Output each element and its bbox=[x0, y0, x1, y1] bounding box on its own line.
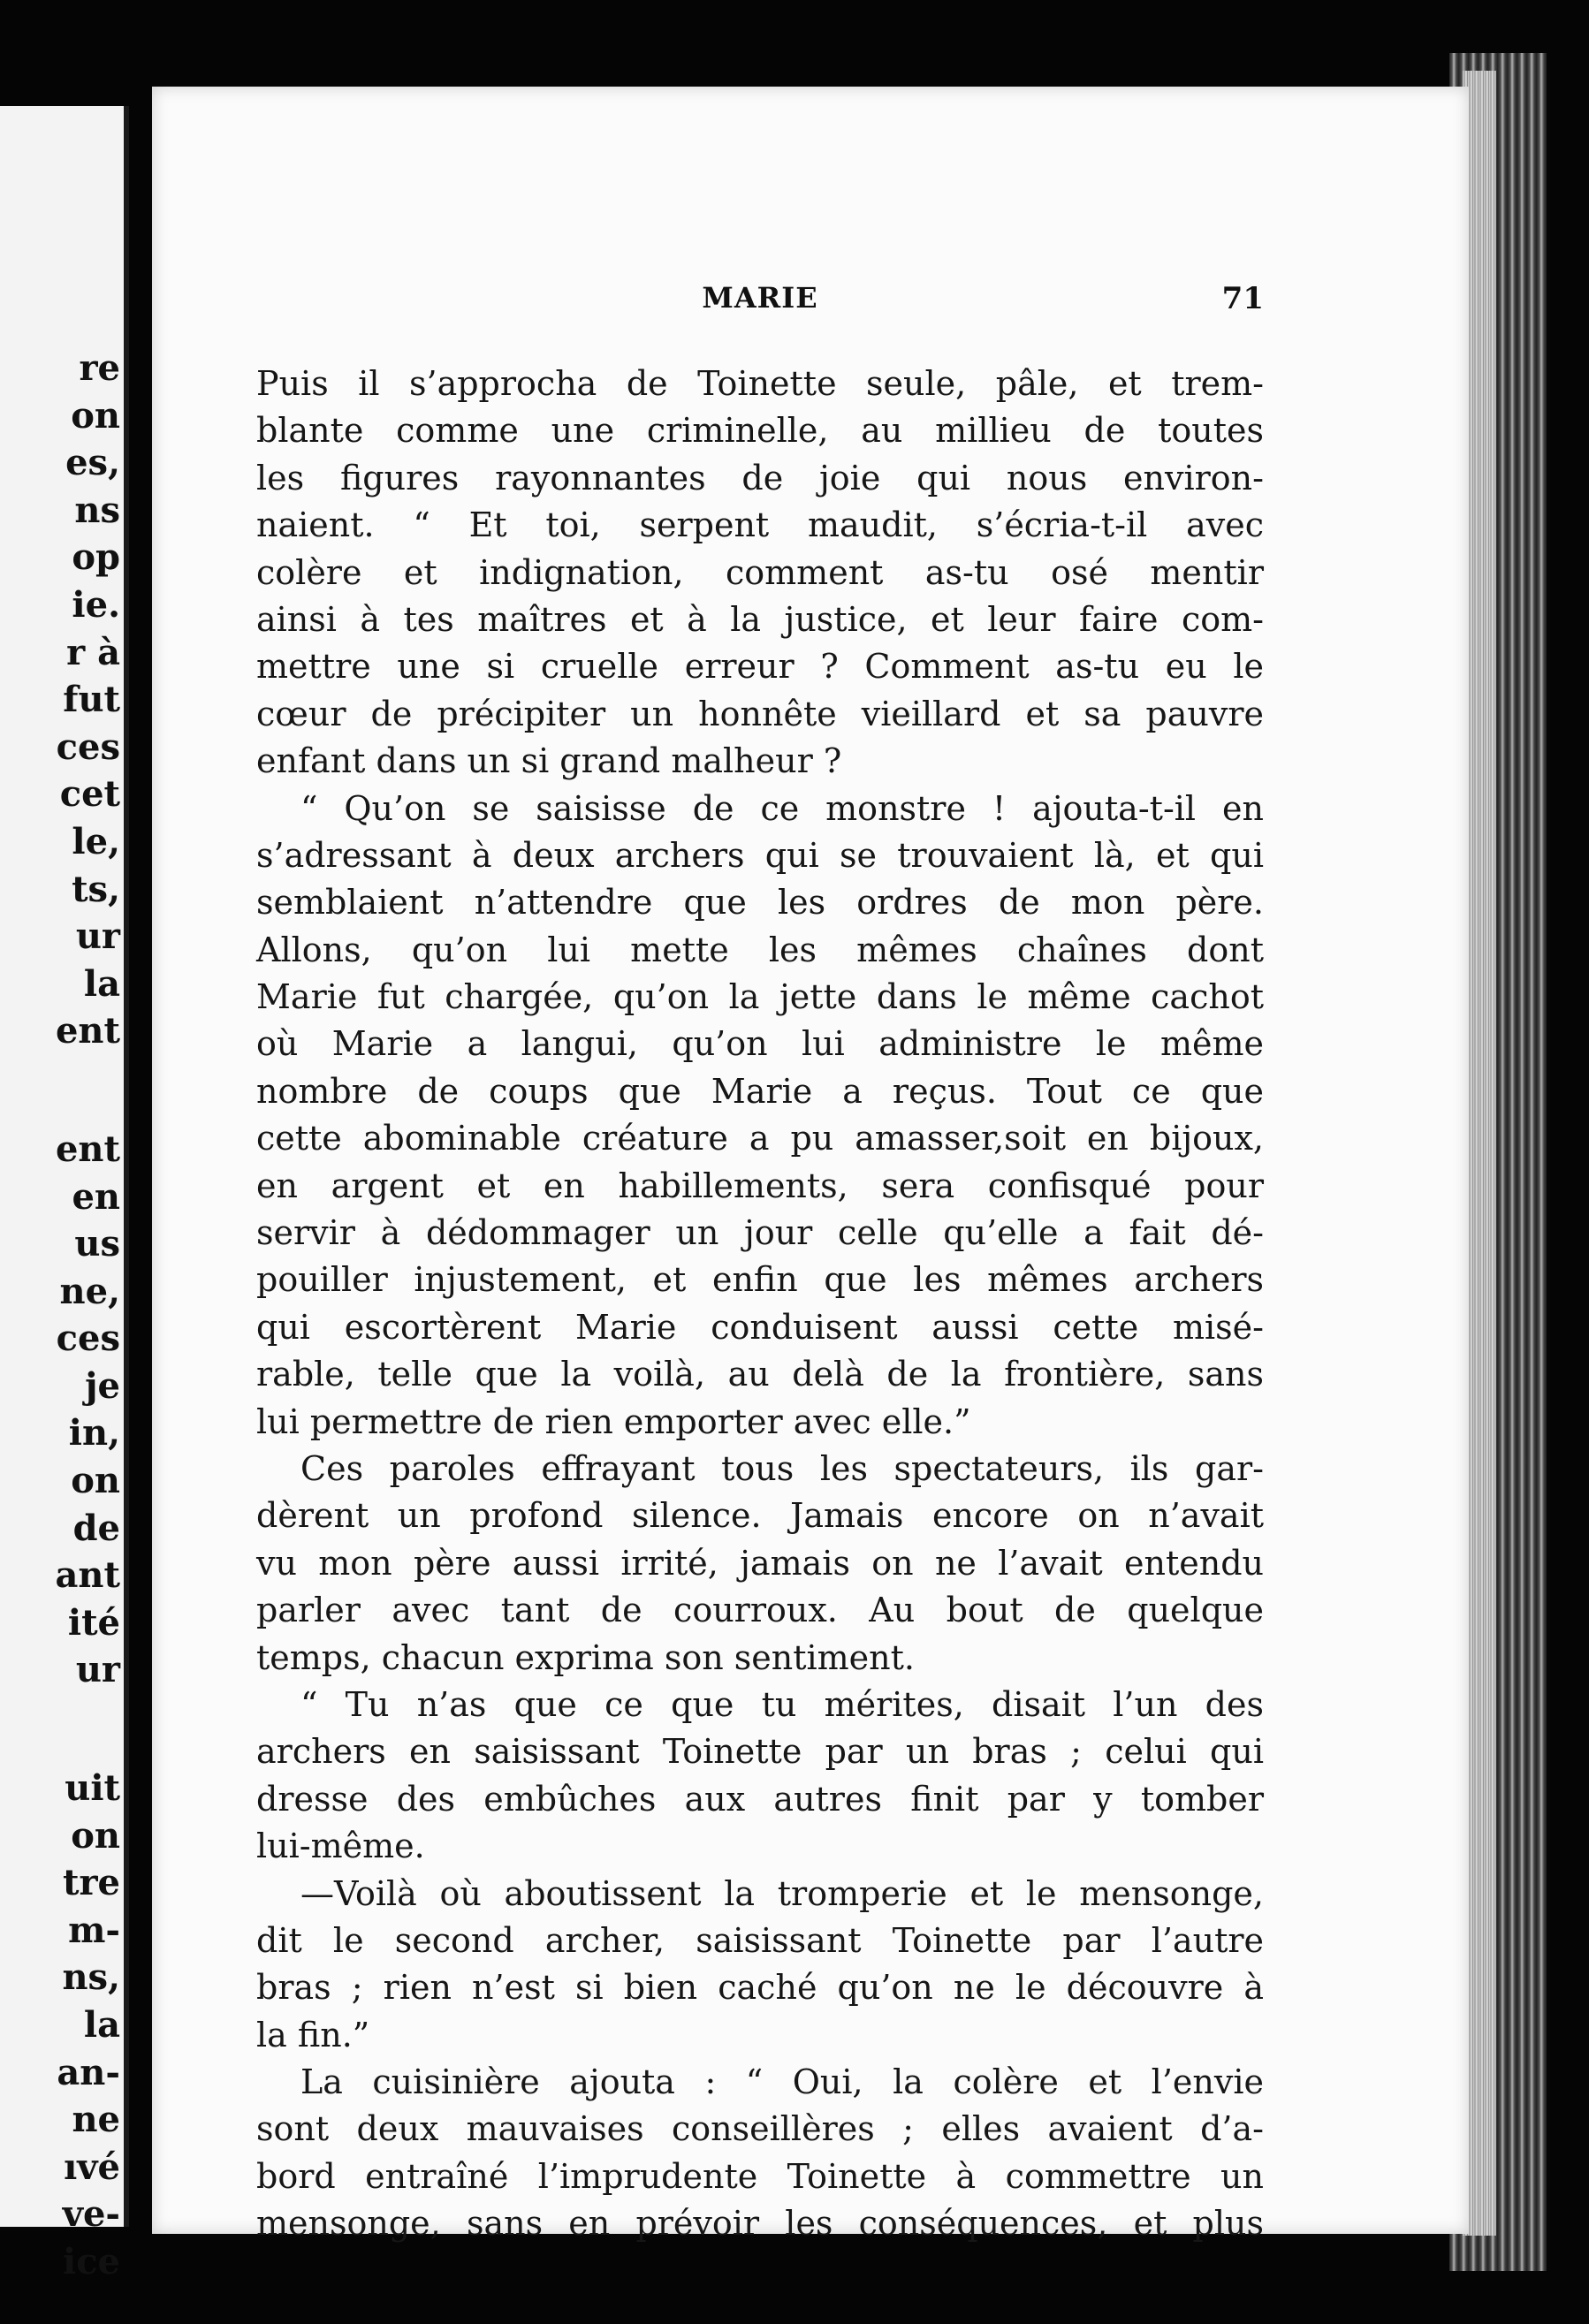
text-line: enfant dans un si grand malheur ? bbox=[256, 741, 842, 781]
left-page-fragment: m- bbox=[68, 1909, 120, 1951]
left-page-fragment: ent bbox=[55, 1010, 120, 1052]
left-page-fragment: le, bbox=[72, 820, 120, 862]
text-line: ainsi à tes maîtres et à la justice, et leur faire com- bbox=[256, 599, 1264, 639]
text-line: les figures rayonnantes de joie qui nous environ- bbox=[256, 458, 1264, 497]
text-line: bord entraîné l’imprudente Toinette à commettre un bbox=[256, 2156, 1264, 2196]
left-page-fragment: es, bbox=[65, 442, 120, 484]
left-page-fragment: us bbox=[74, 1223, 120, 1265]
text-line: Puis il s’approcha de Toinette seule, pâle, et trem- bbox=[256, 364, 1264, 403]
left-page-fragment: ces bbox=[56, 725, 120, 768]
text-line: dit le second archer, saisissant Toinette par l’autre bbox=[256, 1920, 1264, 1960]
left-page-fragment: ant bbox=[55, 1554, 120, 1597]
left-page-fragment: ıvé bbox=[64, 2146, 120, 2188]
left-page-fragment: ns, bbox=[62, 1956, 120, 1999]
left-page-fragment: ve- bbox=[62, 2193, 120, 2236]
running-head: MARIE bbox=[702, 281, 818, 315]
left-page-fragment: on bbox=[71, 394, 120, 437]
left-page-fragment: ice bbox=[63, 2240, 120, 2282]
text-line: où Marie a langui, qu’on lui administre le même bbox=[256, 1024, 1264, 1064]
text-line: “ Qu’on se saisisse de ce monstre ! ajouta-t-il en bbox=[300, 788, 1264, 828]
left-page-fragment: ur bbox=[75, 1649, 120, 1691]
text-line: temps, chacun exprima son sentiment. bbox=[256, 1637, 915, 1677]
left-page-fragment: an- bbox=[57, 2051, 120, 2093]
left-page-fragment: la bbox=[83, 962, 120, 1005]
left-page-fragment: ie. bbox=[72, 583, 120, 626]
left-page-fragment: re bbox=[79, 347, 120, 389]
left-page-fragment: ité bbox=[67, 1601, 120, 1644]
text-line: en argent et en habillements, sera confisqué pour bbox=[256, 1166, 1264, 1205]
text-line: “ Tu n’as que ce que tu mérites, disait l’un des bbox=[300, 1684, 1264, 1724]
text-line: archers en saisissant Toinette par un bras ; celui qui bbox=[256, 1732, 1264, 1772]
left-page-fragment bbox=[56, 1694, 120, 1765]
text-line: Marie fut chargée, qu’on la jette dans le même cachot bbox=[256, 977, 1264, 1017]
text-line: servir à dédommager un jour celle qu’elle a fait dé- bbox=[256, 1213, 1264, 1253]
text-line: cette abominable créature a pu amasser,soit en bijoux, bbox=[256, 1119, 1264, 1158]
text-line: cœur de précipiter un honnête vieillard et sa pauvre bbox=[256, 694, 1264, 733]
page-header bbox=[256, 281, 1264, 325]
left-page-fragment: je bbox=[85, 1364, 120, 1407]
text-line: mettre une si cruelle erreur ? Comment as-tu eu le bbox=[256, 647, 1264, 687]
left-page-fragment: fut bbox=[63, 679, 120, 721]
text-line: la fin.” bbox=[256, 2015, 370, 2054]
left-page-fragment: ces bbox=[56, 1318, 120, 1360]
left-page-fragment: cet bbox=[59, 773, 120, 816]
page-body-text bbox=[256, 361, 1264, 2248]
text-line: naient. “ Et toi, serpent maudit, s’écria-t-il avec bbox=[256, 505, 1264, 545]
left-page-fragment: de bbox=[72, 1507, 120, 1549]
left-page-fragment: uit bbox=[65, 1767, 120, 1810]
left-page-fragment: en bbox=[72, 1175, 120, 1218]
left-page-fragment: ns bbox=[74, 489, 120, 531]
page-number: 71 bbox=[1221, 281, 1264, 316]
left-page-fragment: tre bbox=[63, 1862, 120, 1904]
text-line: —Voilà où aboutissent la tromperie et le mensonge, bbox=[300, 1873, 1264, 1913]
left-page-fragment: ne, bbox=[59, 1270, 120, 1312]
left-page-fragment: ent bbox=[55, 1128, 120, 1170]
left-page-text-fragments bbox=[56, 345, 120, 2286]
left-page-fragment bbox=[56, 1055, 120, 1126]
left-page-fragment: ts, bbox=[72, 868, 120, 910]
text-line: Ces paroles effrayant tous les spectateurs, ils gar- bbox=[300, 1448, 1264, 1488]
left-page-fragment: in, bbox=[68, 1412, 120, 1454]
text-line: rable, telle que la voilà, au delà de la frontière, sans bbox=[256, 1355, 1264, 1394]
left-page-fragment: ur bbox=[75, 915, 120, 958]
text-line: lui-même. bbox=[256, 1827, 425, 1866]
text-line: qui escortèrent Marie conduisent aussi cette misé- bbox=[256, 1307, 1264, 1347]
text-line: mensonge, sans en prévoir les conséquences, et plus bbox=[256, 2204, 1264, 2244]
text-line: lui permettre de rien emporter avec elle.” bbox=[256, 1401, 971, 1441]
text-line: semblaient n’attendre que les ordres de mon père. bbox=[256, 883, 1264, 923]
left-page-fragment: la bbox=[83, 2004, 120, 2046]
text-line: dèrent un profond silence. Jamais encore on n’avait bbox=[256, 1496, 1264, 1536]
text-line: Allons, qu’on lui mette les mêmes chaînes dont bbox=[256, 930, 1264, 969]
text-line: dresse des embûches aux autres finit par y tomber bbox=[256, 1779, 1264, 1819]
left-page-fragment: op bbox=[72, 536, 120, 579]
left-page-fragment: r à bbox=[66, 631, 120, 673]
text-line: nombre de coups que Marie a reçus. Tout ce que bbox=[256, 1071, 1264, 1111]
text-line: La cuisinière ajouta : “ Oui, la colère et l’envie bbox=[300, 2062, 1264, 2102]
text-line: parler avec tant de courroux. Au bout de quelque bbox=[256, 1591, 1264, 1630]
text-line: bras ; rien n’est si bien caché qu’on ne le découvre à bbox=[256, 1968, 1264, 2008]
text-line: blante comme une criminelle, au millieu de toutes bbox=[256, 411, 1264, 451]
left-page-fragment: on bbox=[71, 1814, 120, 1857]
text-line: pouiller injustement, et enfin que les mêmes archers bbox=[256, 1260, 1264, 1300]
left-page-fragment: on bbox=[71, 1460, 120, 1502]
text-line: colère et indignation, comment as-tu osé mentir bbox=[256, 552, 1264, 592]
text-line: vu mon père aussi irrité, jamais on ne l’avait entendu bbox=[256, 1543, 1264, 1583]
left-page-edge bbox=[0, 106, 129, 2282]
text-line: s’adressant à deux archers qui se trouvaient là, et qui bbox=[256, 835, 1264, 875]
text-line: sont deux mauvaises conseillères ; elles avaient d’a- bbox=[256, 2109, 1264, 2149]
left-page-fragment: ne bbox=[72, 2099, 120, 2141]
